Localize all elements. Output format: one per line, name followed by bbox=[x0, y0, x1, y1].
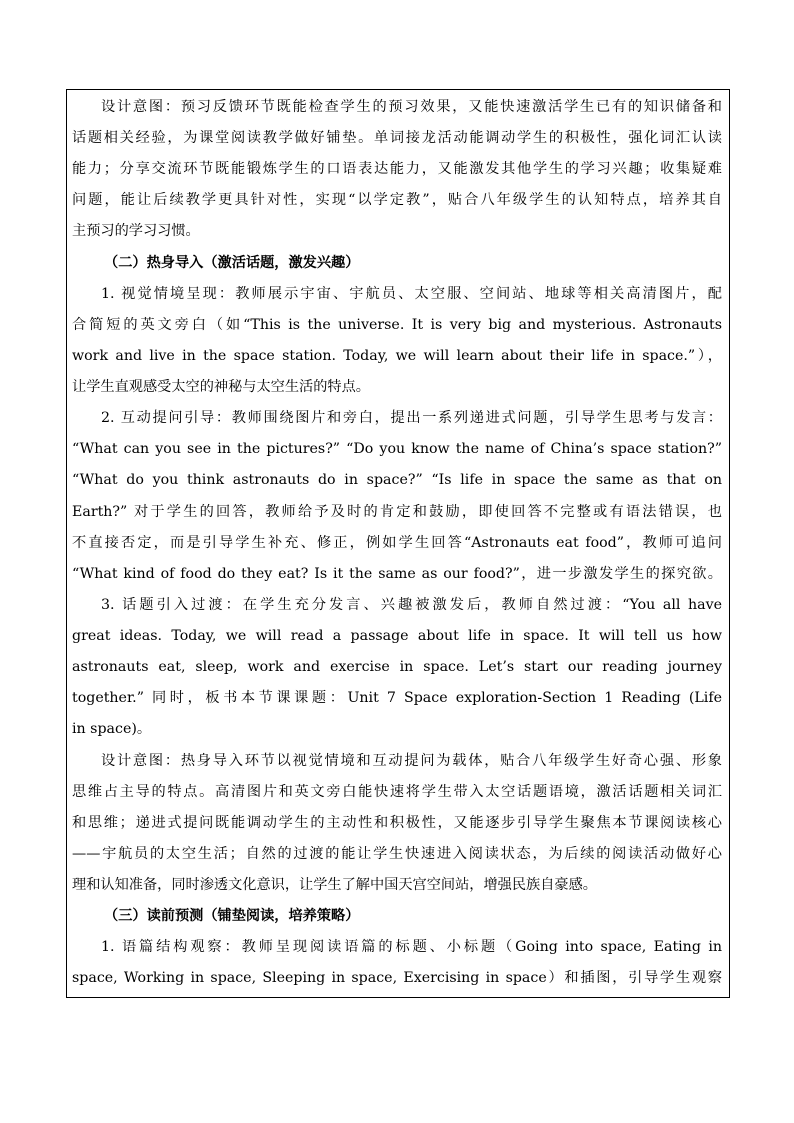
paragraph-line: 让学生直观感受太空的神秘与太空生活的特点。 bbox=[72, 379, 370, 395]
paragraph-line: 主预习的学习习惯。 bbox=[72, 223, 200, 239]
paragraph-line: 合简短的英文旁白（如“This is the universe. It is very big and mysterious. Astronauts bbox=[72, 317, 722, 333]
paragraph-line: 不直接否定，而是引导学生补充、修正，例如学生回答“Astronauts eat food”，教师可追问 bbox=[72, 535, 722, 551]
paragraph-line: ——宇航员的太空生活；自然的过渡的能让学生快速进入阅读状态，为后续的阅读活动做好心 bbox=[72, 846, 722, 862]
section-heading: （三）读前预测（铺垫阅读，培养策略） bbox=[104, 908, 360, 924]
paragraph-line: space, Working in space, Sleeping in space, Exercising in space）和插图，引导学生观察 bbox=[72, 970, 722, 986]
paragraph-line: 思维占主导的特点。高清图片和英文旁白能快速将学生带入太空话题语境，激活话题相关词汇 bbox=[72, 784, 722, 800]
paragraph-line: 2. 互动提问引导：教师围绕图片和旁白，提出一系列递进式问题，引导学生思考与发言： bbox=[101, 410, 722, 426]
paragraph-line: together.” 同时，板书本节课课题：Unit 7 Space exploration-Section 1 Reading (Life bbox=[72, 690, 722, 706]
paragraph-line: 能力；分享交流环节既能锻炼学生的口语表达能力，又能激发其他学生的学习兴趣；收集疑难 bbox=[72, 161, 722, 177]
section-heading: （二）热身导入（激活话题，激发兴趣） bbox=[104, 255, 360, 271]
paragraph-line: “What can you see in the pictures?” “Do you know the name of China’s space station?” bbox=[72, 441, 722, 457]
paragraph-line: great ideas. Today, we will read a passage about life in space. It will tell us how bbox=[72, 628, 722, 644]
paragraph-line: in space)。 bbox=[72, 721, 152, 737]
paragraph-line: “What do you think astronauts do in space?” “Is life in space the same as that on bbox=[72, 472, 722, 488]
paragraph-line: 问题，能让后续教学更具针对性，实现“以学定教”，贴合八年级学生的认知特点，培养其自 bbox=[72, 192, 722, 208]
paragraph-line: 设计意图：热身导入环节以视觉情境和互动提问为载体，贴合八年级学生好奇心强、形象 bbox=[101, 753, 722, 769]
paragraph-line: astronauts eat, sleep, work and exercise in space. Let’s start our reading journey bbox=[72, 659, 722, 675]
paragraph-line: 设计意图：预习反馈环节既能检查学生的预习效果，又能快速激活学生已有的知识储备和 bbox=[101, 99, 722, 115]
paragraph-line: “What kind of food do they eat? Is it the same as our food?”，进一步激发学生的探究欲。 bbox=[72, 566, 722, 582]
paragraph-line: 1. 语篇结构观察：教师呈现阅读语篇的标题、小标题（Going into space, Eating in bbox=[101, 939, 722, 955]
paragraph-line: 话题相关经验，为课堂阅读教学做好铺垫。单词接龙活动能调动学生的积极性，强化词汇认读 bbox=[72, 130, 722, 146]
paragraph-line: 理和认知准备，同时渗透文化意识，让学生了解中国天宫空间站，增强民族自豪感。 bbox=[72, 877, 597, 893]
paragraph-line: 和思维；递进式提问既能调动学生的主动性和积极性，又能逐步引导学生聚焦本节课阅读核心 bbox=[72, 815, 722, 831]
paragraph-line: 1. 视觉情境呈现：教师展示宇宙、宇航员、太空服、空间站、地球等相关高清图片，配 bbox=[101, 286, 722, 302]
paragraph-line: Earth?” 对于学生的回答，教师给予及时的肯定和鼓励，即使回答不完整或有语法错误，也 bbox=[72, 504, 722, 520]
paragraph-line: 3. 话题引入过渡：在学生充分发言、兴趣被激发后，教师自然过渡：“You all have bbox=[101, 597, 722, 613]
paragraph-line: work and live in the space station. Today, we will learn about their life in space.”）， bbox=[72, 348, 722, 364]
